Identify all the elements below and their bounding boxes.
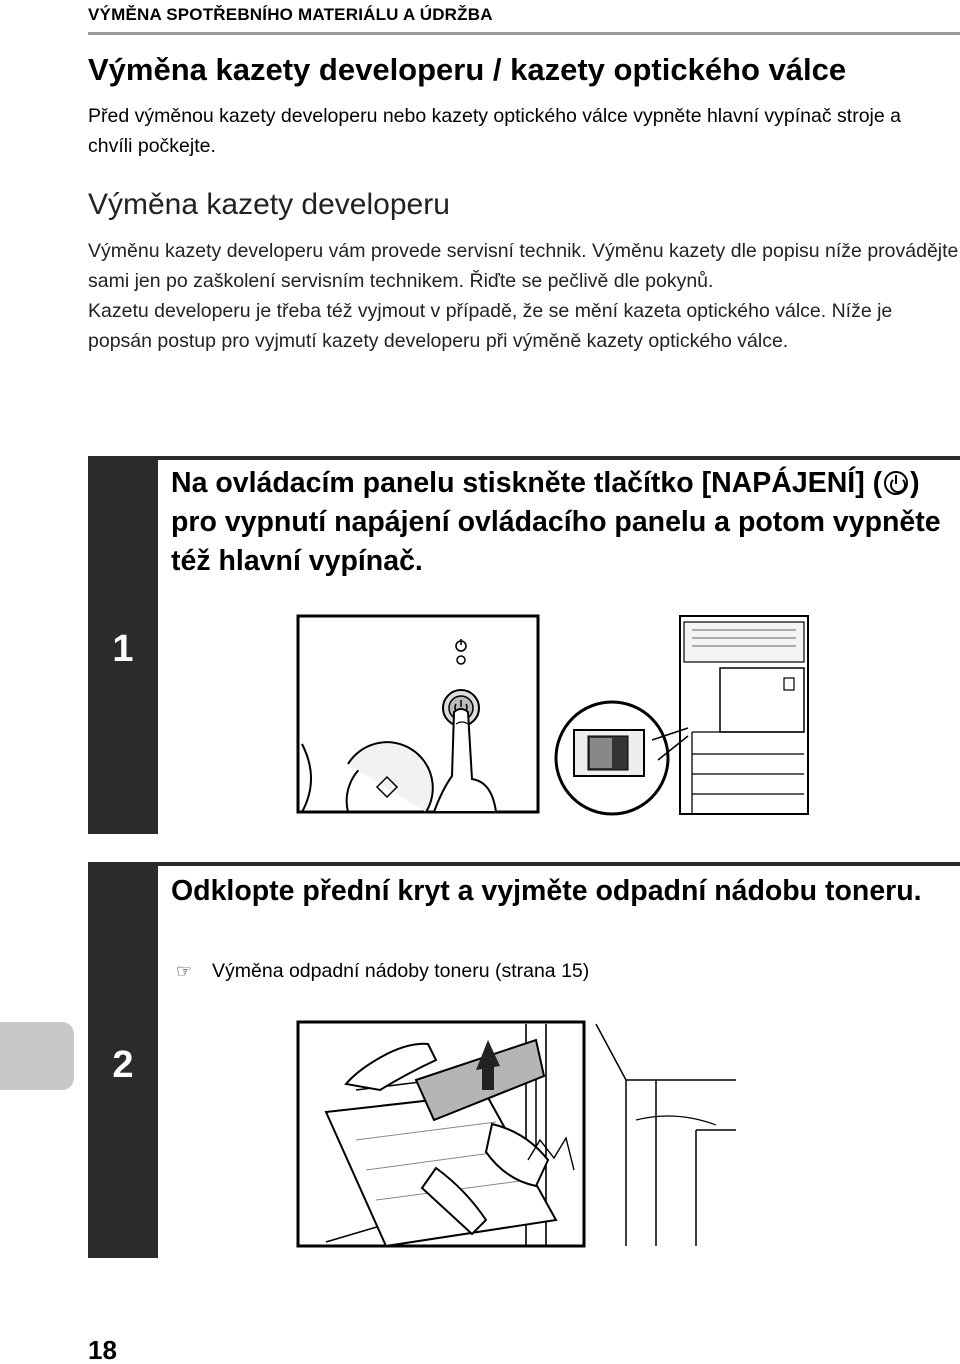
header-rule (88, 32, 960, 35)
intro-paragraph: Před výměnou kazety developeru nebo kazety optického válce vypněte hlavní vypínač stroje a chvíli počkejte. (88, 105, 901, 157)
page-title: Výměna kazety developeru / kazety optického válce (88, 52, 847, 87)
step-2-number: 2 (112, 1044, 134, 1086)
step-1-heading-text-a: Na ovládacím panelu stiskněte tlačítko [NAPÁJENÍ] ( (171, 467, 883, 499)
reference-link[interactable] (176, 960, 589, 983)
section-paragraph-1: Výměnu kazety developeru vám provede servisní technik. Výměnu kazety dle popisu níže provádějte sami jen po zaškolení servisním technikem. Řiďte se pečlivě dle pokynů. (88, 240, 959, 292)
step-2-bar (88, 862, 158, 1258)
power-icon (884, 471, 908, 495)
step-1-heading-text-b: ) pro vypnutí napájení ovládacího panelu a potom vypněte též hlavní vypínač. (171, 467, 941, 577)
section-paragraph-2: Kazetu developeru je třeba též vyjmout v případě, že se mění kazeta optického válce. Níže je popsán postup pro vyjmutí kazety developeru při výměně kazety optického válce. (88, 300, 893, 352)
step-1-bar (88, 456, 158, 834)
step-1-rule (158, 456, 960, 460)
control-panel-illustration (296, 614, 540, 814)
front-cover-illustration (296, 1020, 742, 1248)
pointing-hand-icon: ☞ (176, 961, 193, 981)
running-header: VÝMĚNA SPOTŘEBNÍHO MATERIÁLU A ÚDRŽBA (88, 5, 493, 24)
step-2-heading: Odklopte přední kryt a vyjměte odpadní nádobu toneru. (171, 875, 922, 907)
reference-text: Výměna odpadní nádoby toneru (strana 15) (212, 960, 590, 982)
chapter-thumb-tab (0, 1022, 74, 1090)
section-title: Výměna kazety developeru (88, 188, 450, 221)
step-1-heading (171, 464, 951, 581)
page-number: 18 (88, 1335, 117, 1364)
step-1-number: 1 (112, 628, 134, 670)
step-2-rule (158, 862, 960, 866)
main-switch-illustration (552, 612, 812, 818)
section-body (88, 236, 960, 356)
